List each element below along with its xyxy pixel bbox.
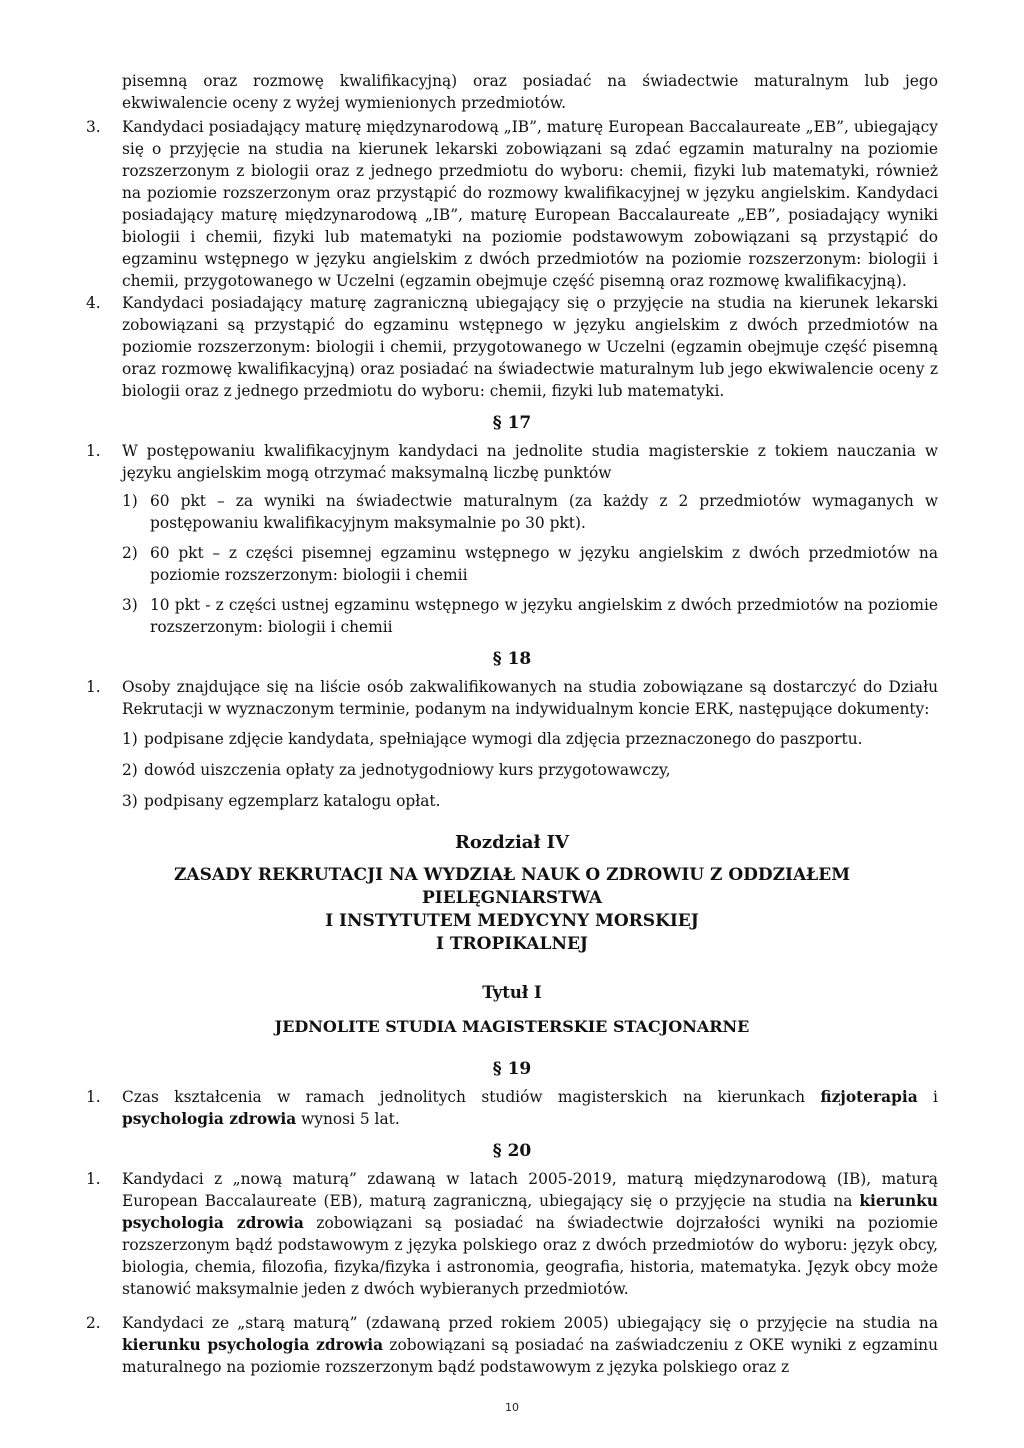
chapter-title-line: I TROPIKALNEJ	[436, 934, 588, 954]
item-number: 1.	[86, 678, 101, 696]
field-of-study-bold: kierunku psychologia zdrowia	[122, 1192, 938, 1232]
p20-item-2	[86, 1312, 938, 1378]
p17-subitem-1	[86, 490, 938, 534]
item-text: Kandydaci posiadający maturę zagraniczną ubiegający się o przyjęcie na studia na kierunek lekarski zobowiązani są przystąpić do egzaminu wstępnego w języku angielskim z dwóch przedmiotów na poziomie rozszerzonym: biologii i chemii, przygotowanego w Uczelni (egzamin obejmuje część pisemną oraz rozmowę kwalifikacyjną) oraz posiadać na świadectwie maturalnym lub jego ekwiwalencie oceny z biologii oraz z jednego przedmiotu do wyboru: chemii, fizyki lub matematyki.	[122, 294, 938, 400]
chapter-title-line: ZASADY REKRUTACJI NA WYDZIAŁ NAUK O ZDROWIU Z ODDZIAŁEM PIELĘGNIARSTWA	[173, 865, 851, 908]
p17-subitem-3	[86, 594, 938, 638]
item-text: Osoby znajdujące się na liście osób zakwalifikowanych na studia zobowiązane są dostarczyć do Działu Rekrutacji w wyznaczonym terminie, podanym na indywidualnym koncie ERK, następujące dokumenty:	[122, 678, 938, 718]
subitem-number: 1)	[122, 730, 138, 748]
item-number: 1.	[86, 1088, 101, 1106]
item-text-part: wynosi 5 lat.	[296, 1110, 400, 1128]
p16-item-3	[86, 116, 938, 292]
item-number: 1.	[86, 442, 101, 460]
item-number: 1.	[86, 1170, 101, 1188]
item-number: 3.	[86, 118, 101, 136]
item-number: 4.	[86, 294, 101, 312]
item-text-part: zobowiązani są posiadać na świadectwie dojrzałości wyniki na poziomie rozszerzonym bądź podstawowym z języka polskiego oraz z dwóch przedmiotów do wyboru: język obcy, biologia, chemia, filozofia, fizyka/fizyka i astronomia, geografia, historia, matematyka. Język obcy może stanowić maksymalnie jeden z dwóch wybieranych przedmiotów.	[122, 1214, 938, 1298]
subitem-text: 10 pkt - z części ustnej egzaminu wstępnego w języku angielskim z dwóch przedmiotów na poziomie rozszerzonym: biologii i chemii	[150, 596, 938, 636]
item-text: W postępowaniu kwalifikacyjnym kandydaci na jednolite studia magisterskie z tokiem nauczania w języku angielskim mogą otrzymać maksymalną liczbę punktów	[122, 442, 938, 482]
subitem-text: podpisane zdjęcie kandydata, spełniające wymogi dla zdjęcia przeznaczonego do paszportu.	[144, 730, 863, 748]
item-text-part: Kandydaci z „nową maturą” zdawaną w latach 2005-2019, maturą międzynarodową (IB), maturą European Baccalaureate (EB), maturą zagraniczną, ubiegający się o przyjęcie na studia na	[122, 1170, 938, 1210]
p20-item-1	[86, 1168, 938, 1300]
subitem-number: 2)	[122, 761, 138, 779]
item-text-part: Kandydaci ze „starą maturą” (zdawaną przed rokiem 2005) ubiegający się o przyjęcie na studia na	[122, 1314, 938, 1332]
title-label: Tytuł I	[482, 983, 542, 1002]
subitem-number: 3)	[122, 792, 138, 810]
subitem-number: 3)	[122, 596, 138, 614]
subitem-text: 60 pkt – za wyniki na świadectwie maturalnym (za każdy z 2 przedmiotów wymaganych w postępowaniu kwalifikacyjnym maksymalnie po 30 pkt).	[150, 492, 938, 532]
p17-subitem-2	[86, 542, 938, 586]
p16-item-4	[86, 292, 938, 402]
chapter-label: Rozdział IV	[454, 832, 570, 853]
p18-subitem-2	[86, 759, 938, 781]
continuation-paragraph: pisemną oraz rozmowę kwalifikacyjną) oraz posiadać na świadectwie maturalnym lub jego ekwiwalencie oceny z wyżej wymienionych przedmiotów.	[122, 72, 938, 112]
item-number: 2.	[86, 1314, 101, 1332]
p18-subitem-1	[86, 728, 938, 750]
section-heading-19: § 19	[492, 1059, 532, 1079]
chapter-title	[86, 864, 938, 956]
item-text-part: Czas kształcenia w ramach jednolitych studiów magisterskich na kierunkach	[122, 1088, 821, 1106]
p18-subitem-3	[86, 790, 938, 812]
p17-item-1	[86, 440, 938, 484]
field-of-study-bold: kierunku psychologia zdrowia	[122, 1336, 384, 1354]
section-heading-18: § 18	[492, 649, 532, 669]
p18-item-1	[86, 676, 938, 720]
field-of-study-fizjoterapia: fizjoterapia	[820, 1088, 918, 1106]
item-text: Kandydaci posiadający maturę międzynarodową „IB”, maturę European Baccalaureate „EB”, ubiegający się o przyjęcie na studia na kierunek lekarski zobowiązani są zdać egzamin maturalny na poziomie rozszerzonym z biologii oraz z jednego przedmiotu do wyboru: chemii, fizyki lub matematyki, również na poziomie rozszerzonym oraz przystąpić do rozmowy kwalifikacyjnej w języku angielskim. Kandydaci posiadający maturę międzynarodową „IB”, maturę European Baccalaureate „EB”, posiadający wyniki biologii i chemii, fizyki lub matematyki na poziomie podstawowym zobowiązani są przystąpić do egzaminu wstępnego w języku angielskim z dwóch przedmiotów na poziomie rozszerzonym: biologii i chemii, przygotowanego w Uczelni (egzamin obejmuje część pisemną oraz rozmowę kwalifikacyjną).	[122, 118, 938, 290]
subitem-number: 1)	[122, 492, 138, 510]
item-text-part: zobowiązani są posiadać na zaświadczeniu z OKE wyniki z egzaminu maturalnego na poziomie rozszerzonym bądź podstawowym z języka polskiego oraz z	[122, 1336, 938, 1376]
subitem-text: 60 pkt – z części pisemnej egzaminu wstępnego w języku angielskim z dwóch przedmiotów na poziomie rozszerzonym: biologii i chemii	[150, 544, 938, 584]
p19-item-1	[86, 1086, 938, 1130]
item-text-part: i	[917, 1088, 938, 1106]
field-of-study-psychologia: psychologia zdrowia	[122, 1110, 297, 1128]
section-heading-20: § 20	[492, 1141, 532, 1161]
subitem-text: dowód uiszczenia opłaty za jednotygodniowy kurs przygotowawczy,	[144, 761, 671, 779]
subitem-text: podpisany egzemplarz katalogu opłat.	[144, 792, 441, 810]
section-heading-17: § 17	[492, 413, 532, 433]
page-number: 10	[505, 1401, 519, 1414]
title-name: JEDNOLITE STUDIA MAGISTERSKIE STACJONARNE	[274, 1017, 750, 1036]
subitem-number: 2)	[122, 544, 138, 562]
chapter-title-line: I INSTYTUTEM MEDYCYNY MORSKIEJ	[325, 911, 699, 931]
